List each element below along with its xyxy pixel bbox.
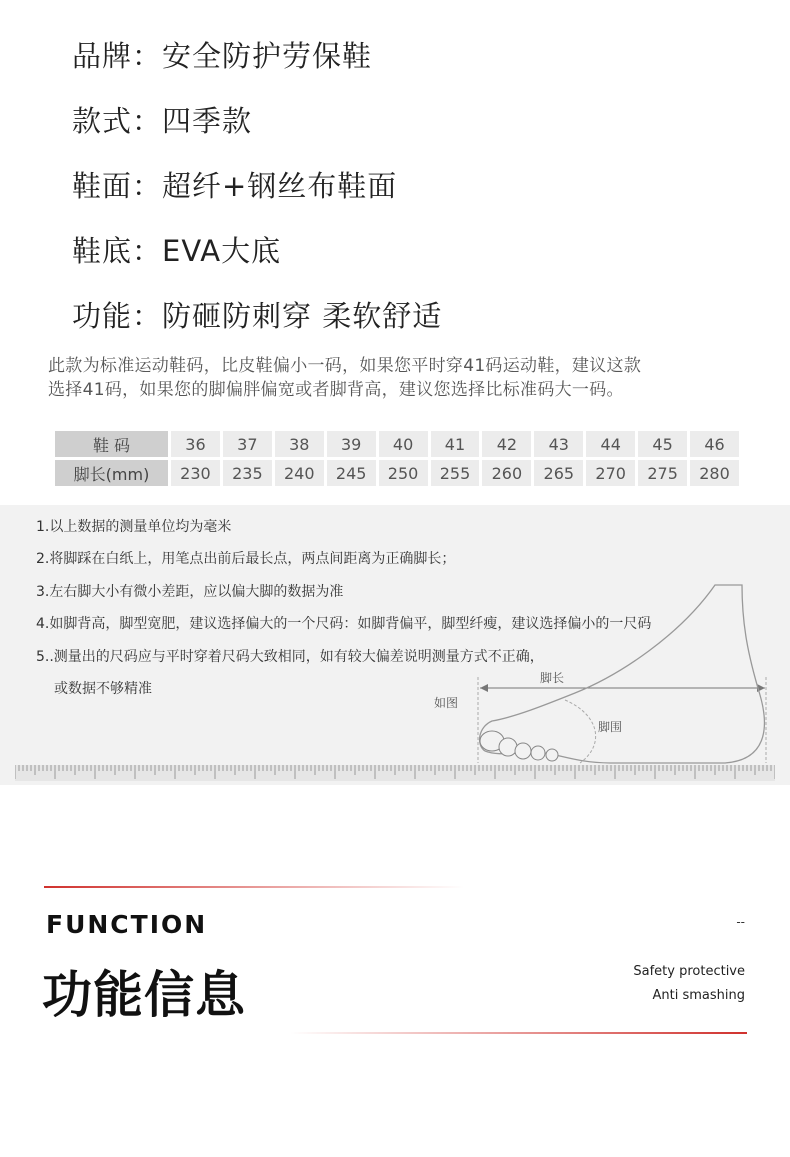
measure-panel: [0, 505, 790, 785]
length-row-header: 脚长(mm): [55, 460, 168, 486]
size-cell: 38: [275, 431, 324, 457]
length-cell: 230: [171, 460, 220, 486]
length-cell: 280: [690, 460, 739, 486]
ruler: [15, 765, 775, 781]
size-cell: 41: [431, 431, 480, 457]
function-dash: --: [736, 915, 745, 929]
measure-line-5: 5..测量出的尺码应与平时穿着尺码大致相同，如有较大偏差说明测量方式不正确，: [36, 649, 544, 665]
size-cell: 46: [690, 431, 739, 457]
size-cell: 37: [223, 431, 272, 457]
size-cell: 45: [638, 431, 687, 457]
length-cell: 240: [275, 460, 324, 486]
size-cell: 40: [379, 431, 428, 457]
foot-illustration: [0, 505, 790, 785]
function-title-cn: 功能信息: [42, 966, 246, 1024]
spec-brand: 品牌：安全防护劳保鞋: [72, 39, 373, 73]
spec-sole: 鞋底：EVA大底: [72, 234, 282, 268]
size-row-header: 鞋 码: [55, 431, 168, 457]
measure-line-1: 1.以上数据的测量单位均为毫米: [36, 519, 232, 535]
function-item-safety: Safety protective: [633, 964, 745, 979]
measure-line-2: 2.将脚踩在白纸上，用笔点出前后最长点，两点间距离为正确脚长；: [36, 551, 456, 567]
label-as-figure: 如图: [434, 696, 459, 710]
size-cell: 43: [534, 431, 583, 457]
measure-line-6: 或数据不够精准: [54, 681, 152, 697]
size-note-line-1: 此款为标准运动鞋码，比皮鞋偏小一码，如果您平时穿41码运动鞋，建议这款: [48, 356, 642, 376]
measure-line-4: 4.如脚背高，脚型宽肥，建议选择偏大的一个尺码：如脚背偏平，脚型纤瘦，建议选择偏小的一尺码: [36, 616, 652, 632]
measure-line-3: 3.左右脚大小有微小差距，应以偏大脚的数据为准: [36, 584, 344, 600]
label-foot-length: 脚长: [540, 671, 565, 685]
size-note-line-2: 选择41码，如果您的脚偏胖偏宽或者脚背高，建议您选择比标准码大一码。: [48, 380, 624, 400]
label-foot-girth: 脚围: [598, 720, 623, 734]
length-row: [55, 460, 739, 486]
length-cell: 255: [431, 460, 480, 486]
size-cell: 42: [482, 431, 531, 457]
function-item-anti-smashing: Anti smashing: [652, 988, 745, 1003]
spec-style: 款式：四季款: [72, 104, 253, 138]
length-cell: 265: [534, 460, 583, 486]
spec-function: 功能：防砸防刺穿 柔软舒适: [72, 299, 443, 333]
size-row: [55, 431, 739, 457]
length-cell: 235: [223, 460, 272, 486]
size-cell: 36: [171, 431, 220, 457]
length-cell: 275: [638, 460, 687, 486]
bottom-accent-line: [290, 1032, 747, 1034]
function-title-en: FUNCTION: [46, 910, 208, 939]
length-cell: 250: [379, 460, 428, 486]
size-cell: 39: [327, 431, 376, 457]
length-cell: 270: [586, 460, 635, 486]
length-cell: 260: [482, 460, 531, 486]
length-cell: 245: [327, 460, 376, 486]
size-cell: 44: [586, 431, 635, 457]
top-accent-line: [44, 886, 464, 888]
size-table: [52, 428, 742, 489]
spec-upper: 鞋面：超纤+钢丝布鞋面: [72, 169, 398, 203]
